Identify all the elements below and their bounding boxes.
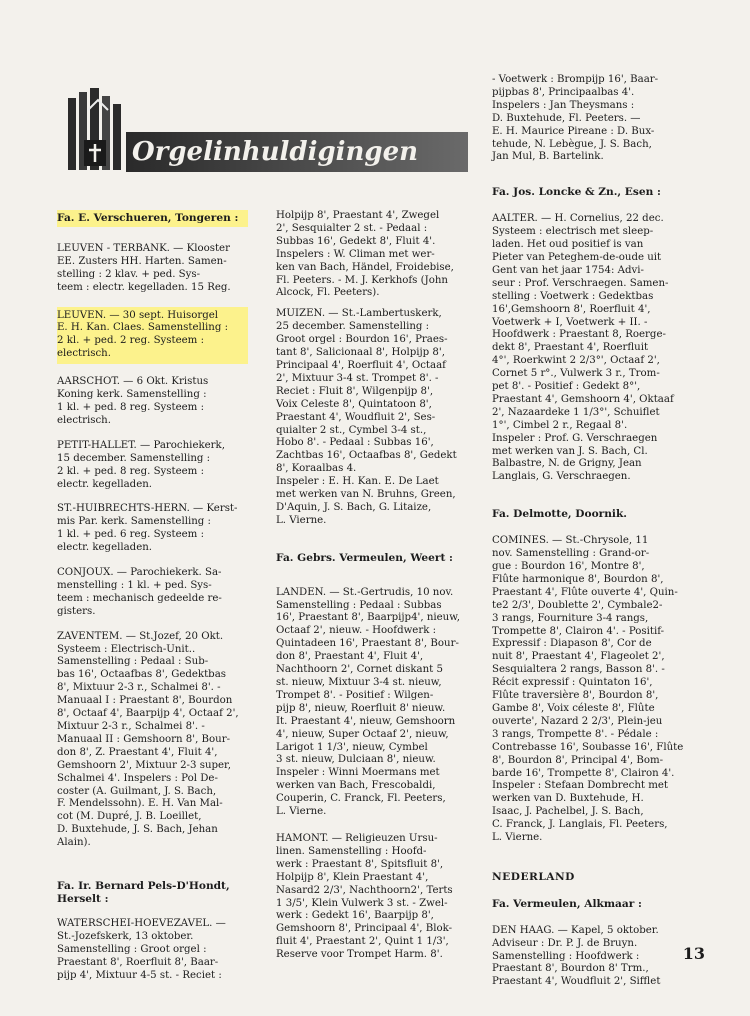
entry-conjoux: CONJOUX. — Parochiekerk. Sa- menstelling : 1 kl. + ped. Sys- teem : mechanisch gedeelde re- gisters.: [57, 567, 222, 617]
header-title: Orgelinhuldigingen: [132, 137, 419, 167]
firm-heading-delmotte: Fa. Delmotte, Doornik.: [492, 508, 627, 521]
page-number: 13: [682, 944, 705, 963]
organ-pipes-icon: [68, 88, 121, 170]
entry-aalter: AALTER. — H. Cornelius, 22 dec. Systeem : electrisch met sleep- laden. Het oud positief is van Pieter van Peteghem-de-oude uit Gent van het jaar 1754: Advi- seur : Prof. Verschraegen. Samen- stelling : Voetwerk : Gedektbas 16',Gemshoorn 8', Roerfluit 4', Voetwerk + I, Voetwerk + II. - Hoofdwerk : Praestant 8, Roerge- dekt 8', Praestant 4', Roerfluit 4°', Roerkwint 2 2/3°', Octaaf 2', Cornet 5 r°., Vulwerk 3 r., Trom- pet 8'. - Positief : Gedekt 8°', Praestant 4', Gemshoorn 4', Oktaaf 2', Nazaardeke 1 1/3°', Schuiflet 1°', Cimbel 2 r., Regaal 8'. Inspeler : Prof. G. Verschraegen met werken van J. S. Bach, Cl. Balbastre, N. de Grigny, Jean Langlais, G. Verschraegen.: [492, 213, 674, 483]
entry-comines: COMINES. — St.-Chrysole, 11 nov. Samenstelling : Grand-or- gue : Bourdon 16', Montre 8', Flûte harmonique 8', Bourdon 8', Praestant 4', Flûte ouverte 4', Quin- te2 2/3', Doublette 2', Cymbale2- 3 rangs, Fourniture 3-4 rangs, Trompette 8', Clairon 4'. - Positif- Expressif : Diapason 8', Cor de nuit 8', Praestant 4', Flageolet 2', Sesquialtera 2 rangs, Basson 8'. - Récit expressif : Quintaton 16', Flûte traversière 8', Bourdon 8', Gambe 8', Voix céleste 8', Flûte ouverte', Nazard 2 2/3', Plein-jeu 3 rangs, Trompette 8'. - Pédale : Contrebasse 16', Soubasse 16', Flûte 8', Bourdon 8', Principal 4', Bom- barde 16', Trompette 8', Clairon 4'. Inspeler : Stefaan Dombrecht met werken van D. Buxtehude, H. Isaac, J. Pachelbel, J. S. Bach, C. Franck, J. Langlais, Fl. Peeters, L. Vierne.: [492, 535, 684, 844]
firm-heading-pels-dhondt: Fa. Ir. Bernard Pels-D'Hondt, Herselt :: [57, 880, 230, 905]
section-heading-nederland: NEDERLAND: [492, 870, 575, 883]
entry-muizen: MUIZEN. — St.-Lambertuskerk, 25 december. Samenstelling : Groot orgel : Bourdon 16', Praes- tant 8', Salicionaal 8', Holpijp 8', Principaal 4', Roerfluit 4', Octaaf 2', Mixtuur 3-4 st. Trompet 8'. - Reciet : Fluit 8', Wilgenpijp 8', Voix Celeste 8', Quintatoon 8', Praestant 4', Woudfluit 2', Ses- quialter 2 st., Cymbel 3-4 st., Hobo 8'. - Pedaal : Subbas 16', Zachtbas 16', Octaafbas 8', Gedekt 8', Koraalbas 4. Inspeler : E. H. Kan. E. De Laet met werken van N. Bruhns, Green, D'Aquin, J. S. Bach, G. Litaize, L. Vierne.: [276, 308, 457, 526]
entry-petit-hallet: PETIT-HALLET. — Parochiekerk, 15 december. Samenstelling : 2 kl. + ped. 8 reg. Systeem : electr. kegelladen.: [57, 439, 225, 490]
entry-zaventem: ZAVENTEM. — St.Jozef, 20 Okt. Systeem : Electrisch-Unit.. Samenstelling : Pedaal : Sub- bas 16', Octaafbas 8', Gedektbas 8', Mixtuur 2-3 r., Schalmei 8'. - Manuaal I : Praestant 8', Bourdon 8', Octaaf 4', Baarpijp 4', Octaaf 2', Mixtuur 2-3 r., Schalmei 8'. - Manuaal II : Gemshoorn 8', Bour- don 8', Z. Praestant 4', Fluit 4', Gemshoorn 2', Mixtuur 2-3 super, Schalmei 4'. Inspelers : Pol De- coster (A. Guilmant, J. S. Bach, F. Mendelssohn). E. H. Van Mal- cot (M. Dupré, J. B. Loeillet, D. Buxtehude, J. S. Bach, Jehan Alain).: [57, 630, 239, 849]
header-banner: [62, 88, 468, 180]
entry-hamont: HAMONT. — Religieuzen Ursu- linen. Samenstelling : Hoofd- werk : Praestant 8', Spitsfluit 8', Holpijp 8', Klein Praestant 4', Nasard2 2/3', Nachthoorn2', Terts 1 3/5', Klein Vulwerk 3 st. - Zwel- werk : Gedekt 16', Baarpijp 8', Gemshoorn 8', Principaal 4', Blok- fluit 4', Praestant 2', Quint 1 1/3', Reserve voor Trompet Harm. 8'.: [276, 832, 453, 961]
entry-den-haag: DEN HAAG. — Kapel, 5 oktober. Adviseur : Dr. P. J. de Bruyn. Samenstelling : Hoofdwerk : Praestant 8', Bourdon 8' Trm., Praestant 4', Woudfluit 2', Sifflet: [492, 924, 661, 988]
entry-leuven-terbank: LEUVEN - TERBANK. — Klooster EE. Zusters HH. Harten. Samen- stelling : 2 klav. + ped. Sys- teem : electr. kegelladen. 15 Reg.: [57, 242, 231, 293]
entry-continuation-right: - Voetwerk : Brompijp 16', Baar- pijpbas 8', Principaalbas 4'. Inspelers : Jan Theysmans : D. Buxtehude, Fl. Peeters. — E. H. Maurice Pireane : D. Bux- tehude, N. Lebègue, J. S. Bach, Jan Mul, B. Bartelink.: [492, 74, 659, 163]
entry-waterschei: WATERSCHEI-HOEVEZAVEL. — St.-Jozefskerk, 13 oktober. Samenstelling : Groot orgel : Praestant 8', Roerfluit 8', Baar- pijp 4', Mixtuur 4-5 st. - Reciet :: [57, 917, 226, 981]
entry-st-huibrechts-hern: ST.-HUIBRECHTS-HERN. — Kerst- mis Par. kerk. Samenstelling : 1 kl. + ped. 6 reg. Systeem : electr. kegelladen.: [57, 503, 238, 554]
column-right: [492, 74, 695, 1001]
entry-continuation-mid: Holpijp 8', Praestant 4', Zwegel 2', Sesquialter 2 st. - Pedaal : Subbas 16', Gedekt 8', Fluit 4'. Inspelers : W. Climan met wer- ken van Bach, Händel, Froidebise, Fl. Peeters. - M. J. Kerkhofs (John Alcock, Fl. Peeters).: [276, 210, 454, 299]
entry-leuven-highlighted: LEUVEN. — 30 sept. Huisorgel E. H. Kan. Claes. Samenstelling : 2 kl. + ped. 2 reg. Systeem : electrisch.: [57, 307, 248, 365]
column-left: [57, 210, 248, 994]
firm-heading-vermeulen-alkmaar: Fa. Vermeulen, Alkmaar :: [492, 897, 642, 910]
entry-aarschot: AARSCHOT. — 6 Okt. Kristus Koning kerk. Samenstelling : 1 kl. + ped. 8 reg. Systeem : electrisch.: [57, 376, 209, 426]
firm-heading-gebrs-vermeulen: Fa. Gebrs. Vermeulen, Weert :: [276, 551, 453, 564]
firm-heading-loncke: Fa. Jos. Loncke & Zn., Esen :: [492, 186, 661, 199]
firm-heading-verschueren: Fa. E. Verschueren, Tongeren :: [57, 210, 248, 227]
entry-landen: LANDEN. — St.-Gertrudis, 10 nov. Samenstelling : Pedaal : Subbas 16', Praestant 8', Baarpijp4', nieuw, Octaaf 2', nieuw. - Hoofdwerk : Quintadeen 16', Praestant 8', Bour- don 8', Praestant 4', Fluit 4', Nachthoorn 2', Cornet diskant 5 st. nieuw, Mixtuur 3-4 st. nieuw, Trompet 8'. - Positief : Wilgen- pijp 8', nieuw, Roerfluit 8' nieuw. It. Praestant 4', nieuw, Gemshoorn 4', nieuw, Super Octaaf 2', nieuw, Larigot 1 1/3', nieuw, Cymbel 3 st. nieuw, Dulciaan 8', nieuw. Inspeler : Winni Moermans met werken van Bach, Frescobaldi, Couperin, C. Franck, Fl. Peeters, L. Vierne.: [276, 586, 460, 818]
column-middle: [276, 210, 468, 974]
